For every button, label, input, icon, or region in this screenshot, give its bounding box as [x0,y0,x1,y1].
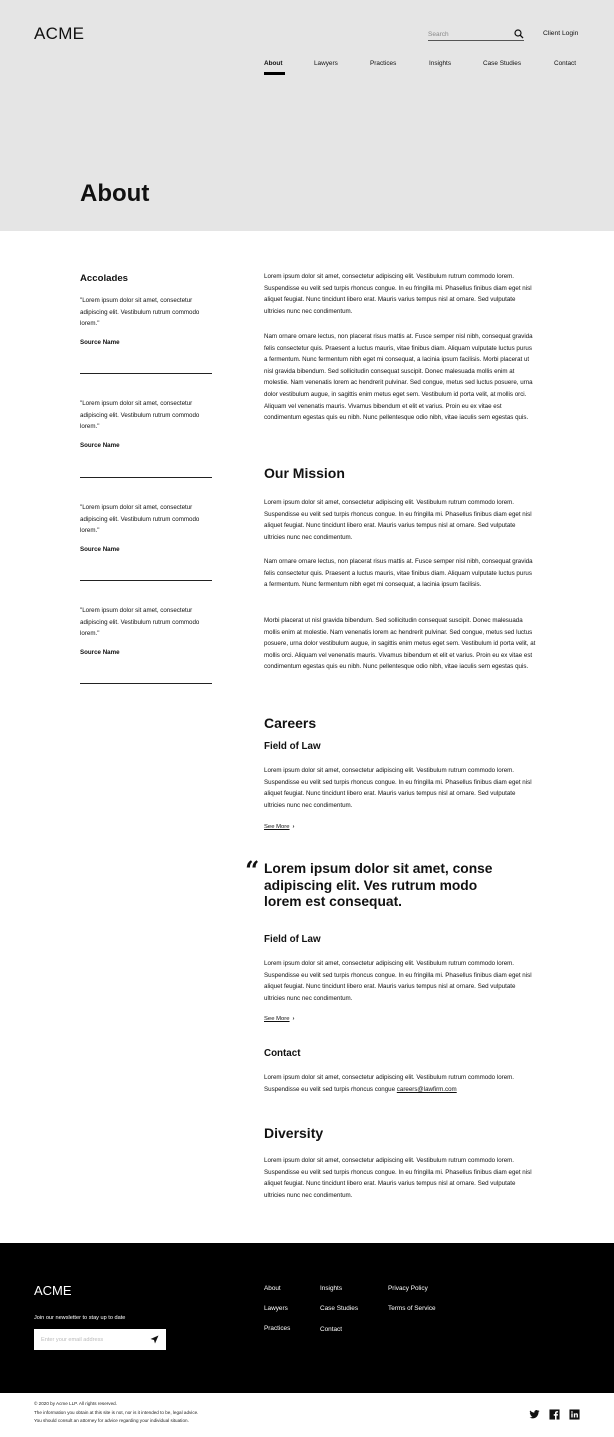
divider [80,580,212,581]
accolade-quote: "Lorem ipsum dolor sit amet, consectetur adipiscing elit. Vestibulum rutrum commodo lorem." [80,504,200,535]
newsletter-label: Join our newsletter to stay up to date [34,1315,126,1321]
facebook-icon[interactable] [549,1409,560,1420]
careers-email-link[interactable]: careers@lawfirm.com [396,1085,457,1093]
accolade-item [80,398,212,451]
divider [80,683,212,684]
accolade-item [80,502,212,555]
accolade-source: Source Name [80,545,120,553]
see-more-link[interactable] [264,1015,295,1023]
footer-logo[interactable]: ACME [34,1283,72,1298]
newsletter-email-input[interactable] [34,1329,144,1350]
footer-link-terms[interactable]: Terms of Service [388,1305,436,1312]
quote-mark-icon: “ [245,856,260,885]
mission-paragraph: Lorem ipsum dolor sit amet, consectetur adipiscing elit. Vestibulum rutrum commodo lorem. Suspendisse eu velit sed turpis rhoncus congue. In eu fringilla mi. Phasellus finibus diam eget nisl aliquet feugiat. Nunc tincidunt libero erat. Mauris varius tempus nisl at ornare. Sed vulputate ultricies nunc nec condimentum. [264,499,532,541]
accolade-item [80,295,212,348]
see-more-link[interactable] [264,823,295,831]
client-login-link[interactable]: Client Login [543,30,579,37]
site-logo[interactable]: ACME [34,24,85,43]
twitter-icon[interactable] [529,1409,540,1420]
footer-link-insights[interactable]: Insights [320,1285,343,1292]
careers-paragraph: Lorem ipsum dolor sit amet, consectetur adipiscing elit. Vestibulum rutrum commodo lorem. Suspendisse eu velit sed turpis rhoncus congue. In eu fringilla mi. Phasellus finibus diam eget nisl aliquet feugiat. Nunc tincidunt libero erat. Mauris varius tempus nisl at ornare. Sed vulputate ultricies nunc nec condimentum. [264,960,532,1002]
search-icon[interactable] [514,29,524,39]
copyright: © 2020 by Acme LLP. All rights reserved. [34,1401,117,1406]
footer-link-case-studies[interactable]: Case Studies [320,1305,359,1312]
disclaimer-line: The information you obtain at this site is not, nor is it intended to be, legal advice. [34,1409,199,1415]
see-more-label: See More [264,824,290,830]
nav-lawyers[interactable]: Lawyers [314,60,338,67]
disclaimer-line: You should consult an attorney for advice regarding your individual situation. [34,1418,189,1423]
footer-link-lawyers[interactable]: Lawyers [264,1305,288,1312]
send-icon[interactable] [150,1335,159,1344]
accolade-item [80,605,212,658]
contact-heading: Contact [264,1048,301,1059]
divider [80,373,212,374]
chevron-right-icon: › [292,1016,295,1022]
accolades-title: Accolades [80,273,128,284]
accolade-source: Source Name [80,441,120,449]
see-more-label: See More [264,1016,290,1022]
diversity-paragraph: Lorem ipsum dolor sit amet, consectetur adipiscing elit. Vestibulum rutrum commodo lorem. Suspendisse eu velit sed turpis rhoncus congue. In eu fringilla mi. Phasellus finibus diam eget nisl aliquet feugiat. Nunc tincidunt libero erat. Mauris varius tempus nisl at ornare. Sed vulputate ultricies nunc nec condimentum. [264,1157,532,1199]
accolade-quote: "Lorem ipsum dolor sit amet, consectetur adipiscing elit. Vestibulum rutrum commodo lorem." [80,297,200,328]
pull-quote: Lorem ipsum dolor sit amet, conse adipiscing elit. Ves rutrum modo lorem est consequat. [264,861,493,910]
about-paragraph: Nam ornare ornare lectus, non placerat risus mattis at. Fusce semper nisl nibh, consequat gravida felis consectetur quis. Praesent a luctus mauris, vitae finibus diam. Aliquam vulputate luctus purus a fermentum. Nunc fermentum nibh eget mi consequat, a lacinia ipsum facilisis. Morbi placerat ut nisl gravida bibendum. Sed sollicitudin consequat suscipit. Donec malesuada mollis enim at molestie. Nam venenatis lorem ac hendrerit pulvinar. Sed congue, metus sed luctus posuere, urna dolor vestibulum augue, in sagittis enim metus eget sem. Vestibulum id porta velit, at mollis orci. Aliquam vel venenatis mauris. Vivamus bibendum et elit et varius. Proin eu ex vitae est condimentum egestas quis eu nibh. Nunc pellentesque odio nibh, vitae iaculis sem egestas quis. [264,333,533,422]
search-input[interactable] [428,30,508,40]
page-title: About [80,180,150,207]
mission-heading: Our Mission [264,465,345,481]
accolade-source: Source Name [80,338,120,346]
about-paragraph: Lorem ipsum dolor sit amet, consectetur adipiscing elit. Vestibulum rutrum commodo lorem. Suspendisse eu velit sed turpis rhoncus congue. In eu fringilla mi. Phasellus finibus diam eget nisl aliquet feugiat. Nunc tincidunt libero erat. Mauris varius tempus nisl at ornare. Sed vulputate ultricies nunc nec condimentum. [264,273,532,315]
nav-practices[interactable]: Practices [370,60,397,67]
field-of-law-heading: Field of Law [264,741,321,752]
footer [0,1243,614,1393]
footer-link-contact[interactable]: Contact [320,1326,343,1333]
contact-text: Lorem ipsum dolor sit amet, consectetur adipiscing elit. Vestibulum rutrum commodo lorem. Suspendisse eu velit sed turpis rhoncus congue [264,1074,515,1093]
footer-link-privacy[interactable]: Privacy Policy [388,1285,428,1292]
search-bar [428,29,524,41]
accolade-quote: "Lorem ipsum dolor sit amet, consectetur adipiscing elit. Vestibulum rutrum commodo lorem." [80,400,200,431]
newsletter-form [34,1329,166,1350]
nav-active-indicator [264,72,285,75]
legal-text [34,1400,198,1426]
chevron-right-icon: › [292,824,295,830]
mission-paragraph: Morbi placerat ut nisl gravida bibendum. Sed sollicitudin consequat suscipit. Donec malesuada mollis enim at molestie. Nam venenatis lorem ac hendrerit pulvinar. Sed congue, metus sed luctus posuere, urna dolor vestibulum augue, in sagittis enim metus eget sem. Vestibulum id porta velit, at mollis orci. Aliquam vel venenatis mauris. Vivamus bibendum et elit et varius. Proin eu ex vitae est condimentum egestas quis eu nibh. Nunc pellentesque odio nibh, vitae iaculis sem egestas quis. [264,617,536,671]
nav-contact[interactable]: Contact [554,60,577,67]
divider [80,477,212,478]
careers-heading: Careers [264,715,317,731]
footer-link-practices[interactable]: Practices [264,1325,291,1332]
contact-paragraph [264,1072,536,1095]
mission-paragraph: Nam ornare ornare lectus, non placerat risus mattis at. Fusce semper nisl nibh, consequat gravida felis consectetur quis. Praesent a luctus mauris, vitae finibus diam. Aliquam vulputate luctus purus a fermentum. Nunc fermentum nibh eget mi consequat, a lacinia ipsum facilisis. [264,558,533,589]
careers-paragraph: Lorem ipsum dolor sit amet, consectetur adipiscing elit. Vestibulum rutrum commodo lorem. Suspendisse eu velit sed turpis rhoncus congue. In eu fringilla mi. Phasellus finibus diam eget nisl aliquet feugiat. Nunc tincidunt libero erat. Mauris varius tempus nisl at ornare. Sed vulputate ultricies nunc nec condimentum. [264,767,532,809]
linkedin-icon[interactable] [569,1409,580,1420]
nav-case-studies[interactable]: Case Studies [483,60,522,67]
field-of-law-heading: Field of Law [264,934,321,945]
accolade-source: Source Name [80,648,120,656]
footer-link-about[interactable]: About [264,1285,281,1292]
accolade-quote: "Lorem ipsum dolor sit amet, consectetur adipiscing elit. Vestibulum rutrum commodo lorem." [80,607,200,638]
nav-about[interactable]: About [264,60,283,67]
diversity-heading: Diversity [264,1125,324,1141]
nav-insights[interactable]: Insights [429,60,452,67]
